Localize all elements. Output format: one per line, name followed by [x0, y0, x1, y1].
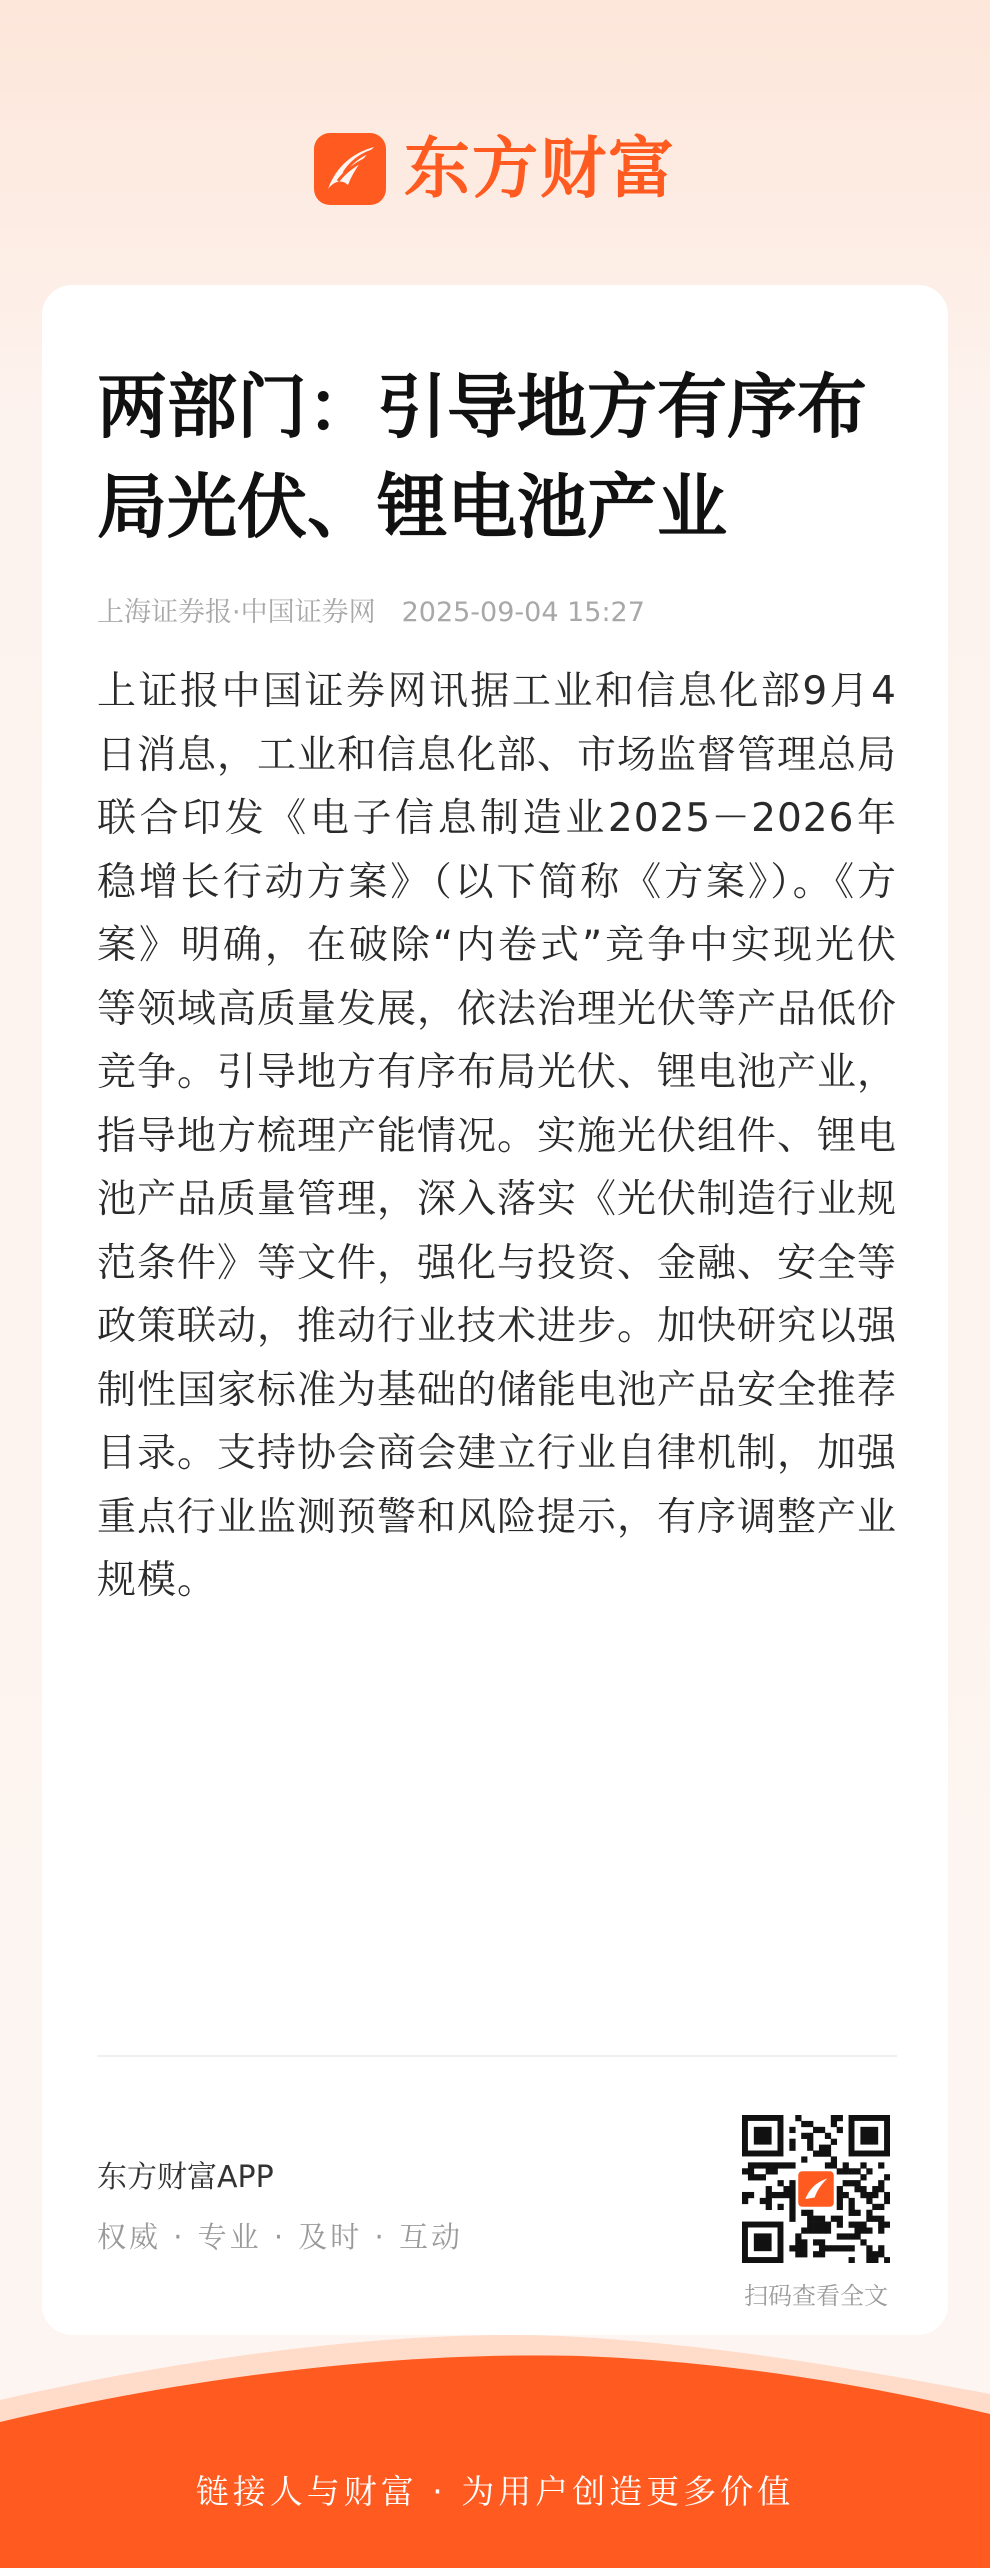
app-slogan: 权威 · 专业 · 及时 · 互动	[97, 2220, 463, 2254]
qr-caption: 扫码查看全文	[744, 2282, 888, 2310]
brand-name: 东方财富	[404, 130, 676, 207]
article-datetime: 2025-09-04 15:27	[401, 597, 645, 628]
article-card	[42, 285, 948, 2335]
brand-header	[0, 130, 990, 207]
app-name: 东方财富APP	[97, 2160, 274, 2195]
eastmoney-logo-icon	[314, 133, 386, 205]
article-body: 上证报中国证券网讯据工业和信息化部9月4日消息，工业和信息化部、市场监督管理总局联合印发《电子信息制造业2025－2026年稳增长行动方案》（以下简称《方案》）。《方案》明确，在破除“内卷式”竞争中实现光伏等领域高质量发展，依法治理光伏等产品低价竞争。引导地方有序布局光伏、锂电池产业，指导地方梳理产能情况。实施光伏组件、锂电池产品质量管理，深入落实《光伏制造行业规范条件》等文件，强化与投资、金融、安全等政策联动，推动行业技术进步。加快研究以强制性国家标准为基础的储能电池产品安全推荐目录。支持协会商会建立行业自律机制，加强重点行业监测预警和风险提示，有序调整产业规模。	[97, 669, 898, 1603]
qr-code-icon[interactable]	[742, 2115, 890, 2263]
footer-tagline: 链接人与财富 · 为用户创造更多价值	[195, 2472, 795, 2511]
divider	[97, 2055, 897, 2057]
article-source: 上海证券报·中国证券网	[97, 597, 376, 628]
footer-banner	[0, 2330, 990, 2568]
article-meta	[97, 593, 645, 633]
article-title: 两部门：引导地方有序布局光伏、锂电池产业	[97, 365, 867, 548]
